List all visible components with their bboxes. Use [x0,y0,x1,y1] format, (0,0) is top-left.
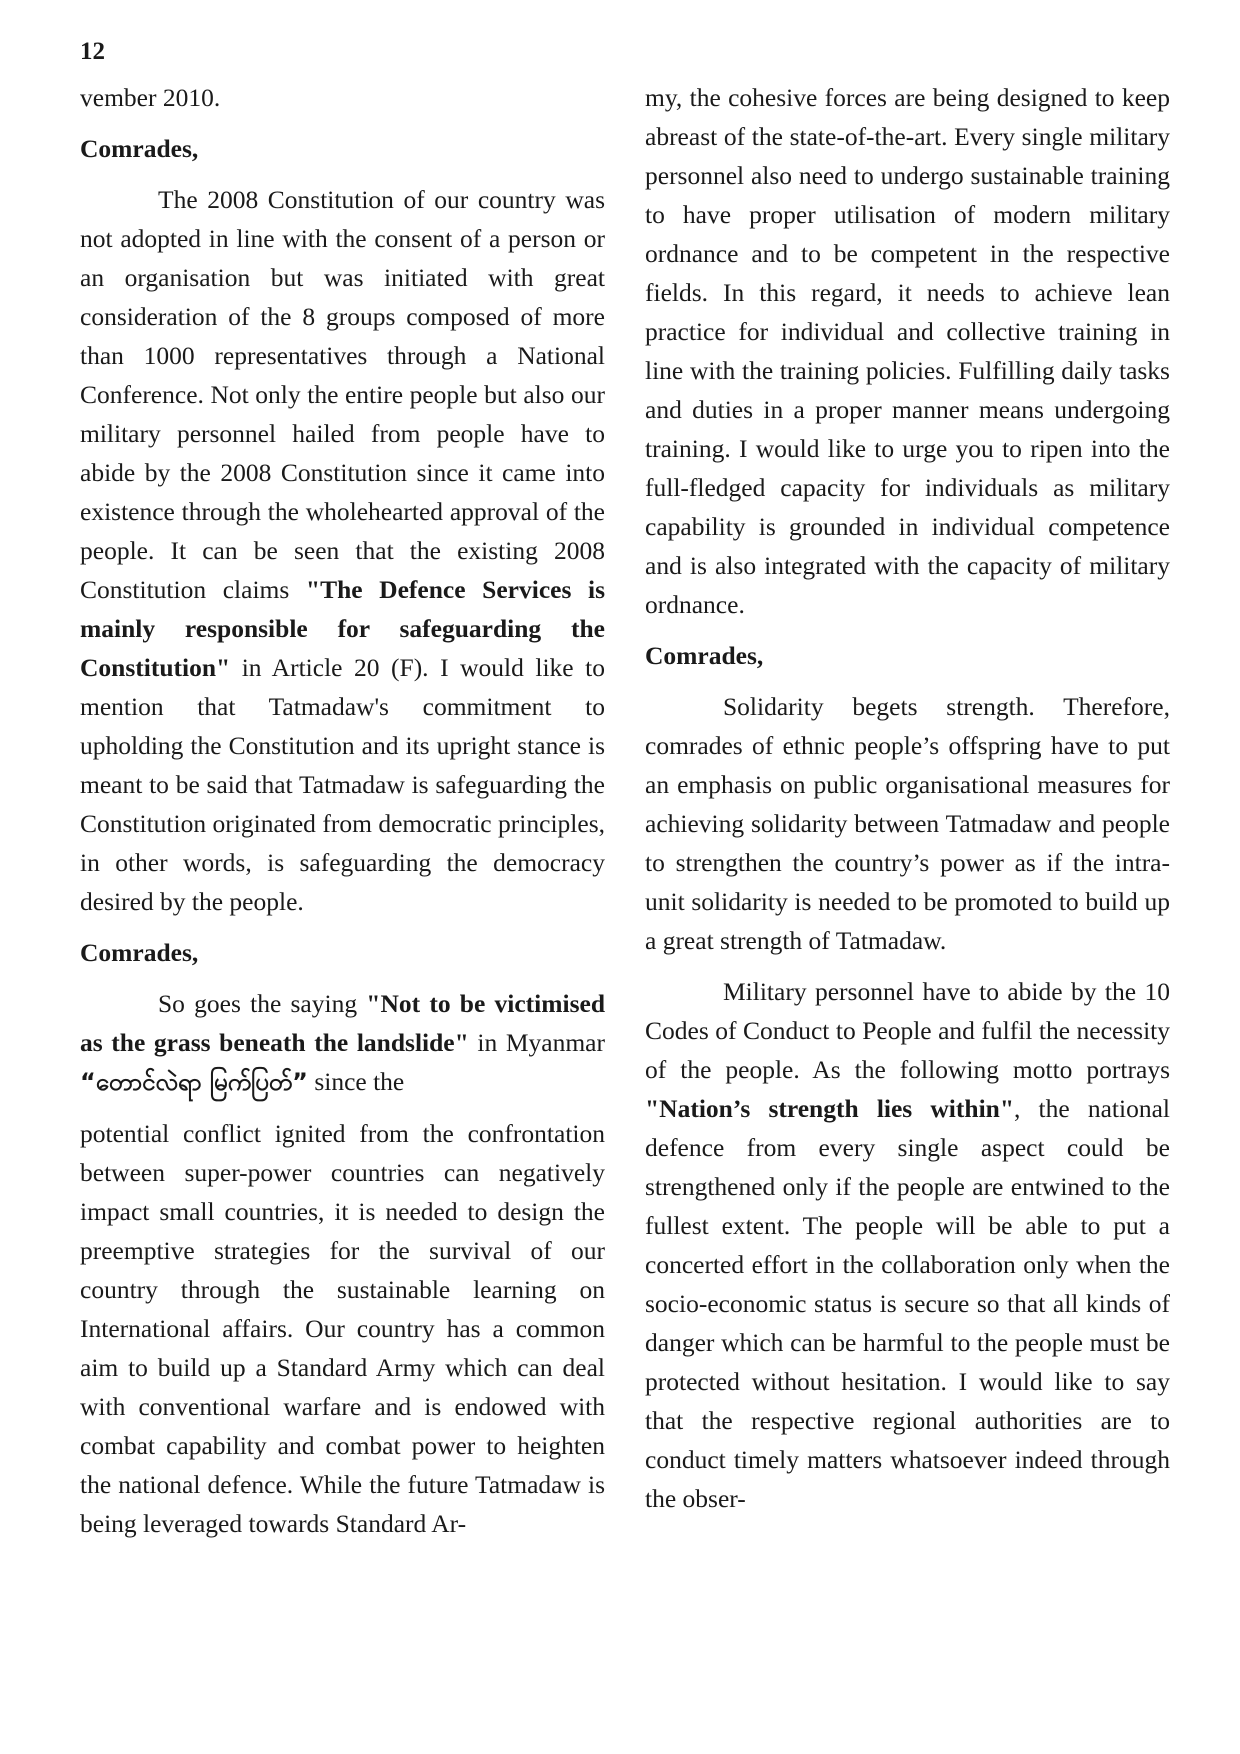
section-heading: Comrades, [80,134,199,163]
paragraph-constitution [80,180,605,921]
paragraph-text: since the [307,1067,405,1096]
quote-saying: "Not to be victimised as the grass beneath the landslide" [80,989,605,1057]
quote-defence-services: "The Defence Services is mainly responsible for safeguarding the Constitution" [80,575,606,682]
page-number: 12 [80,38,105,65]
paragraph-solidarity: Solidarity begets strength. Therefore, comrades of ethnic people’s offspring have to put an emphasis on public organisational measures for achieving solidarity between Tatmadaw and people to strengthen the country’s power as if the intra-unit solidarity is needed to be promoted to build up a great strength of Tatmadaw. [645,692,1170,955]
paragraph-standard-army: potential conflict ignited from the confrontation between super-power countries can negatively impact small countries, it is needed to design the preemptive strategies for the survival of our country through the sustainable learning on International affairs. Our country has a common aim to build up a Standard Army which can deal with conventional warfare and is endowed with combat capability and combat power to heighten the national defence. While the future Tatmadaw is being leveraged towards Standard Ar- [80,1119,605,1538]
paragraph-text: The 2008 Constitution of our country was not adopted in line with the consent of a person or an organisation but was initiated with great consideration of the 8 groups composed of more than 1000 representatives through a National Conference. Not only the entire people but also our military personnel hailed from people have to abide by the 2008 Constitution since it came into existence through the wholehearted approval of the people. It can be seen that the existing 2008 Constitution claims [80,185,605,604]
paragraph-training: my, the cohesive forces are being designed to keep abreast of the state-of-the-art. Every single military personnel also need to undergo sustainable training to have proper utilisation of modern military ordnance and to be competent in the respective fields. In this regard, it needs to achieve lean practice for individual and collective training in line with the training policies. Fulfilling daily tasks and duties in a proper manner means undergoing training. I would like to urge you to ripen into the full-fledged capacity for individuals as military capability is grounded in individual competence and is also integrated with the capacity of military ordnance. [645,83,1170,619]
paragraph-text: So goes the saying [158,989,367,1018]
paragraph-text: in Article 20 (F). I would like to mention that Tatmadaw's commitment to upholding the Constitution and its upright stance is meant to be said that Tatmadaw is safeguarding the Constitution originated from democratic principles, in other words, is safeguarding the democracy desired by the people. [80,653,605,916]
paragraph-text: Military personnel have to abide by the 10 Codes of Conduct to People and fulfil the necessity of the people. As the following motto portrays [645,977,1170,1084]
left-column [80,78,605,1543]
section-heading: Comrades, [80,938,199,967]
paragraph-continuation: vember 2010. [80,83,221,112]
quote-nations-strength: "Nation’s strength lies within" [645,1094,1014,1123]
paragraph-saying [80,984,605,1102]
paragraph-codes-of-conduct [645,972,1170,1518]
myanmar-saying: “တောင်လဲရာ မြက်ပြတ်” [80,1068,308,1096]
paragraph-text: in Myanmar [468,1028,605,1057]
section-heading: Comrades, [645,641,764,670]
right-column [645,78,1170,1518]
paragraph-text: , the national defence from every single aspect could be strengthened only if the people are entwined to the fullest extent. The people will be able to put a concerted effort in the collaboration only when the socio-economic status is secure so that all kinds of danger which can be harmful to the people must be protected without hesitation. I would like to say that the respective regional authorities are to conduct timely matters whatsoever indeed through the obser- [645,1094,1170,1513]
